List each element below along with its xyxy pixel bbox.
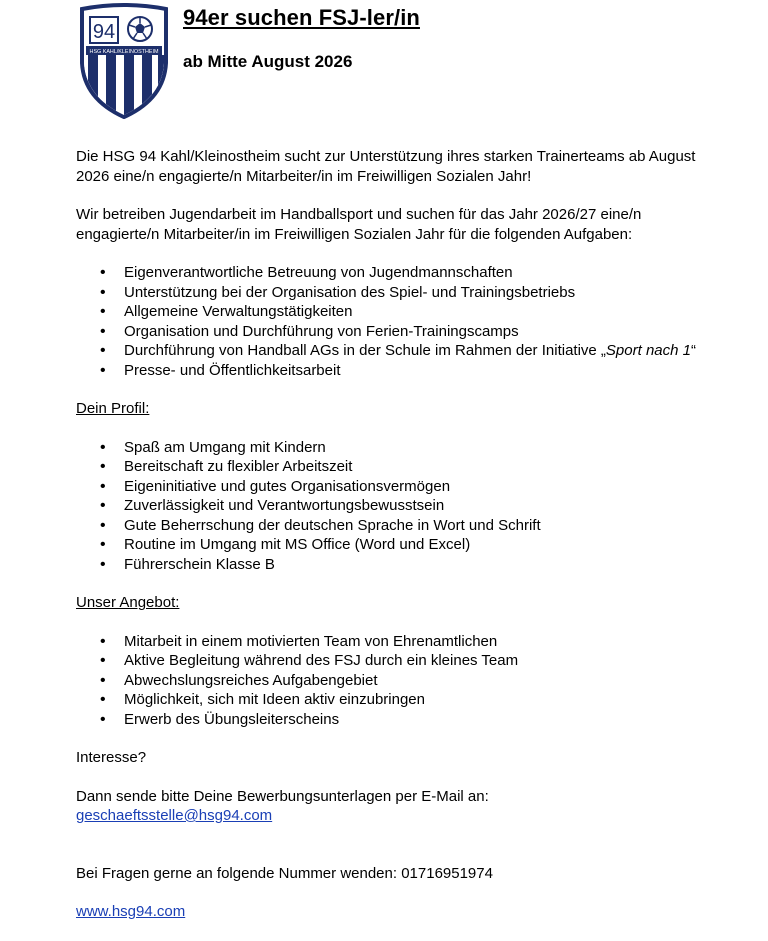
interest-text: Interesse? (76, 749, 147, 766)
phone-text: Bei Fragen gerne an folgende Nummer wenden: 01716951974 (76, 864, 493, 882)
list-item: • Abwechslungsreiches Aufgabengebiet (76, 671, 716, 691)
list-item: • Eigeninitiative und gutes Organisationsvermögen (76, 477, 716, 497)
list-item: • Gute Beherrschung der deutschen Sprache in Wort und Schrift (76, 516, 716, 536)
page-title: 94er suchen FSJ-ler/in (183, 5, 420, 30)
website-link[interactable]: www.hsg94.com (76, 903, 186, 920)
email-link[interactable]: geschaeftsstelle@hsg94.com (76, 807, 273, 824)
list-item: • Organisation und Durchführung von Ferien-Trainingscamps (76, 322, 716, 342)
intro-paragraph: Die HSG 94 Kahl/Kleinostheim sucht zur Unterstützung ihres starken Trainerteams ab August 2026 eine/n engagierte/n Mitarbeiter/in im Freiwilligen Sozialen Jahr! (76, 148, 696, 185)
list-item: • Routine im Umgang mit MS Office (Word und Excel) (76, 535, 716, 555)
task-list (76, 263, 716, 380)
list-item: • Spaß am Umgang mit Kindern (76, 438, 716, 458)
offer-heading: Unser Angebot: (76, 594, 180, 611)
list-item: • Presse- und Öffentlichkeitsarbeit (76, 361, 716, 381)
page-subtitle: ab Mitte August 2026 (183, 52, 353, 71)
logo-number: 94 (92, 21, 116, 43)
list-item (76, 341, 716, 361)
list-item: • Aktive Begleitung während des FSJ durch ein kleines Team (76, 651, 716, 671)
handball-icon (128, 17, 152, 41)
list-item: • Führerschein Klasse B (76, 555, 716, 575)
profile-heading: Dein Profil: (76, 400, 150, 417)
club-logo (78, 3, 170, 119)
list-item: • Zuverlässigkeit und Verantwortungsbewusstsein (76, 496, 716, 516)
list-item: • Möglichkeit, sich mit Ideen aktiv einzubringen (76, 690, 716, 710)
offer-list (76, 632, 716, 730)
task-sport-italic: Sport nach 1 (605, 342, 691, 359)
list-item: • Bereitschaft zu flexibler Arbeitszeit (76, 457, 716, 477)
document-body (76, 147, 716, 922)
profile-list (76, 438, 716, 575)
task-sport-prefix: Durchführung von Handball AGs in der Schule im Rahmen der Initiative „ (124, 342, 606, 359)
list-item: • Eigenverantwortliche Betreuung von Jugendmannschaften (76, 263, 716, 283)
list-item: • Unterstützung bei der Organisation des Spiel- und Trainingsbetriebs (76, 283, 716, 303)
list-item: • Mitarbeit in einem motivierten Team von Ehrenamtlichen (76, 632, 716, 652)
list-item: • Erwerb des Übungsleiterscheins (76, 710, 716, 730)
logo-club-name: HSG KAHL/KLEINOSTHEIM (89, 49, 159, 55)
description-paragraph: Wir betreiben Jugendarbeit im Handballsport und suchen für das Jahr 2026/27 eine/n engagierte/n Mitarbeiter/in im Freiwilligen Sozialen Jahr für die folgenden Aufgaben: (76, 206, 642, 243)
task-sport-suffix: “ (690, 342, 696, 359)
list-item: • Allgemeine Verwaltungstätigkeiten (76, 302, 716, 322)
send-instruction: Dann sende bitte Deine Bewerbungsunterlagen per E-Mail an: (76, 787, 489, 805)
